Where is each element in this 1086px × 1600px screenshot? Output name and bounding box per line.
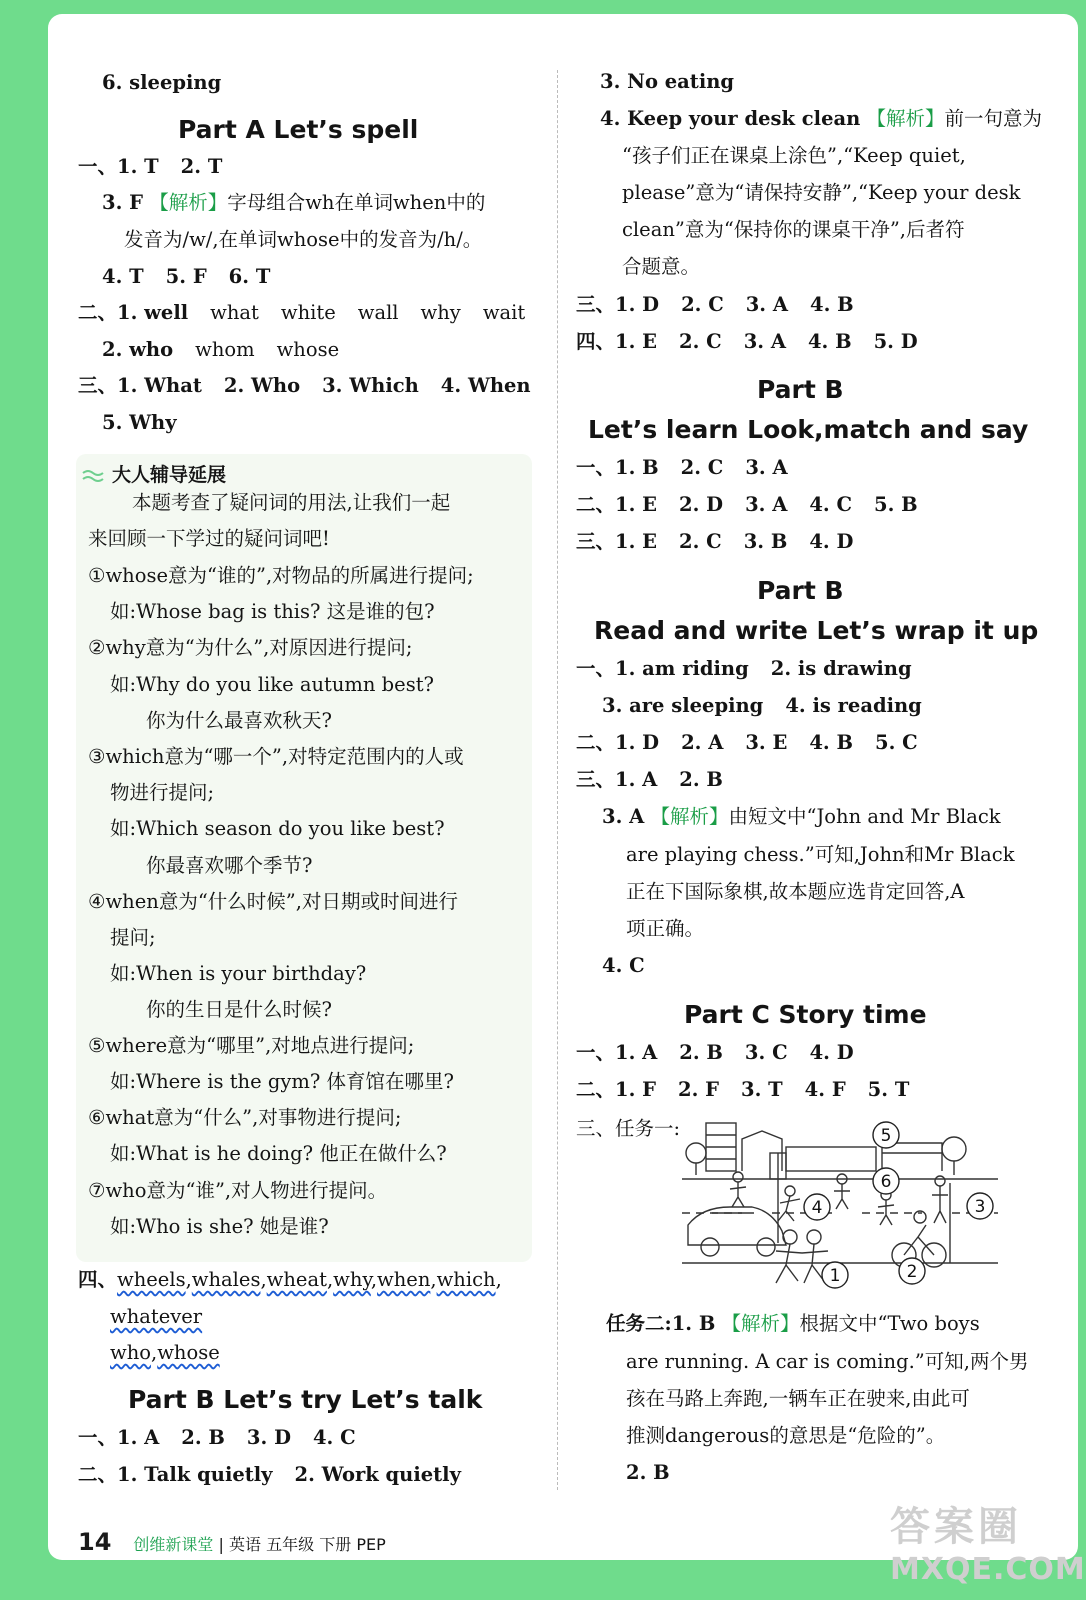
answer-line: 三、1. E 2. C 3. B 4. D (576, 530, 854, 553)
section-subheading: Read and write Let’s wrap it up (594, 616, 1039, 645)
answer-line: 3. No eating (600, 70, 735, 93)
pic-label-text: 1 (829, 1266, 841, 1286)
watermark: 答案圈 MXQE.COM (890, 1504, 1086, 1587)
box-text: 如:Who is she? 她是谁? (110, 1215, 329, 1238)
answer-line: 一、1. A 2. B 3. D 4. C (78, 1426, 356, 1449)
box-text: 如:Where is the gym? 体育馆在哪里? (110, 1070, 454, 1093)
box-text: 你的生日是什么时候? (146, 998, 332, 1021)
answer-line: 3. F 【解析】字母组合wh在单词when中的 (102, 191, 486, 214)
wave-lines-icon (82, 468, 104, 484)
answer-line: 三、1. What 2. Who 3. Which 4. When (78, 374, 531, 397)
answer-line: 二、1. Talk quietly 2. Work quietly (78, 1463, 461, 1486)
section-subheading: Let’s learn Look,match and say (588, 415, 1029, 444)
analysis-tag: 【解析】 (650, 805, 729, 828)
answer-line: 3. are sleeping 4. is reading (602, 694, 922, 717)
street-scene-illustration (682, 1113, 998, 1303)
answer-line: 一、1. A 2. B 3. C 4. D (576, 1041, 854, 1064)
edition: PEP (356, 1535, 386, 1554)
answer-line: 一、1. T 2. T (78, 155, 223, 178)
brand-name: 创维新课堂 (133, 1535, 214, 1554)
page-footer: 14 创维新课堂 | 英语 五年级 下册 PEP (78, 1528, 386, 1556)
pic-label-text: 2 (906, 1262, 918, 1282)
box-text: 如:When is your birthday? (110, 962, 367, 985)
answer-line: who,whose (110, 1341, 220, 1364)
section-heading-part-c: Part C Story time (684, 1000, 927, 1029)
analysis-tag: 【解析】 (866, 107, 945, 130)
box-text: 来回顾一下学过的疑问词吧! (88, 527, 330, 550)
box-text: ①whose意为“谁的”,对物品的所属进行提问; (88, 564, 474, 587)
page-number: 14 (78, 1528, 112, 1556)
box-text: ②why意为“为什么”,对原因进行提问; (88, 636, 413, 659)
answer-line: 三、1. D 2. C 3. A 4. B (576, 293, 854, 316)
pic-label-text: 5 (880, 1126, 892, 1146)
answer-line: 四、wheels,whales,wheat,why,when,which, (78, 1268, 502, 1291)
answer-line: 正在下国际象棋,故本题应选肯定回答,A (626, 880, 965, 903)
answer-line: 5. Why (102, 411, 177, 434)
answer-line: 二、1. F 2. F 3. T 4. F 5. T (576, 1078, 910, 1101)
answer-line: 二、1. well what white wall why wait (78, 301, 526, 324)
answer-line: 发音为/w/,在单词whose中的发音为/h/。 (124, 228, 483, 251)
box-text: ④when意为“什么时候”,对日期或时间进行 (88, 890, 458, 913)
section-heading-part-b: Part B (757, 375, 844, 404)
box-text: ⑥what意为“什么”,对事物进行提问; (88, 1106, 402, 1129)
grade: 五年级 (266, 1535, 315, 1554)
box-text: 如:Which season do you like best? (110, 817, 445, 840)
box-text: 如:Whose bag is this? 这是谁的包? (110, 600, 435, 623)
answer-line: 合题意。 (622, 255, 701, 278)
answer-line: 2. B (626, 1461, 670, 1484)
answer-line: 4. T 5. F 6. T (102, 265, 271, 288)
box-text: 如:Why do you like autumn best? (110, 673, 434, 696)
answer-line: 二、1. E 2. D 3. A 4. C 5. B (576, 493, 918, 516)
answer-line: 推测dangerous的意思是“危险的”。 (626, 1424, 946, 1447)
answer-line: whatever (110, 1305, 203, 1328)
pic-label-text: 6 (880, 1172, 892, 1192)
box-text: 你最喜欢哪个季节? (146, 854, 313, 877)
answer-line: 一、1. B 2. C 3. A (576, 456, 788, 479)
section-heading-part-b: Part B (757, 576, 844, 605)
box-text: 提问; (110, 926, 156, 949)
answer-line: 2. who whom whose (102, 338, 340, 361)
answer-line: 二、1. D 2. A 3. E 4. B 5. C (576, 731, 918, 754)
section-heading-part-b-talk: Part B Let’s try Let’s talk (128, 1385, 483, 1414)
answer-line: 4. C (602, 954, 645, 977)
answer-line: are playing chess.”可知,John和Mr Black (626, 843, 1015, 866)
answer-line: 6. sleeping (102, 71, 222, 94)
answer-line: “孩子们正在课桌上涂色”,“Keep quiet, (622, 144, 966, 167)
pic-label-text: 3 (974, 1197, 986, 1217)
box-text: ⑤where意为“哪里”,对地点进行提问; (88, 1034, 415, 1057)
box-text: 物进行提问; (110, 781, 215, 804)
answer-line: 四、1. E 2. C 3. A 4. B 5. D (576, 330, 918, 353)
subject: 英语 (229, 1535, 262, 1554)
answer-line: 任务二:1. B 【解析】根据文中“Two boys (606, 1312, 980, 1335)
answer-line: 三、任务一: (576, 1117, 681, 1140)
box-text: ⑦who意为“谁”,对人物进行提问。 (88, 1179, 388, 1202)
pic-label-text: 4 (811, 1198, 823, 1218)
box-text: 如:What is he doing? 他正在做什么? (110, 1142, 447, 1165)
column-divider (557, 70, 558, 1490)
term: 下册 (319, 1535, 352, 1554)
answer-line: are running. A car is coming.”可知,两个男 (626, 1350, 1029, 1373)
box-text: 本题考查了疑问词的用法,让我们一起 (132, 491, 451, 514)
answer-line: clean”意为“保持你的课桌干净”,后者符 (622, 218, 965, 241)
answer-line: 一、1. am riding 2. is drawing (576, 657, 912, 680)
section-heading-part-a: Part A Let’s spell (178, 115, 419, 144)
analysis-tag: 【解析】 (149, 191, 228, 214)
analysis-tag: 【解析】 (721, 1312, 800, 1335)
answer-line: 3. A 【解析】由短文中“John and Mr Black (602, 805, 1001, 828)
answer-line: 4. Keep your desk clean 【解析】前一句意为 (600, 107, 1043, 130)
answer-line: please”意为“请保持安静”,“Keep your desk (622, 181, 1021, 204)
answer-line: 孩在马路上奔跑,一辆车正在驶来,由此可 (626, 1387, 970, 1410)
extension-box-title: 大人辅导延展 (82, 460, 226, 487)
box-text: ③which意为“哪一个”,对特定范围内的人或 (88, 745, 464, 768)
box-text: 你为什么最喜欢秋天? (146, 709, 332, 732)
answer-line: 三、1. A 2. B (576, 768, 723, 791)
answer-line: 项正确。 (626, 917, 705, 940)
